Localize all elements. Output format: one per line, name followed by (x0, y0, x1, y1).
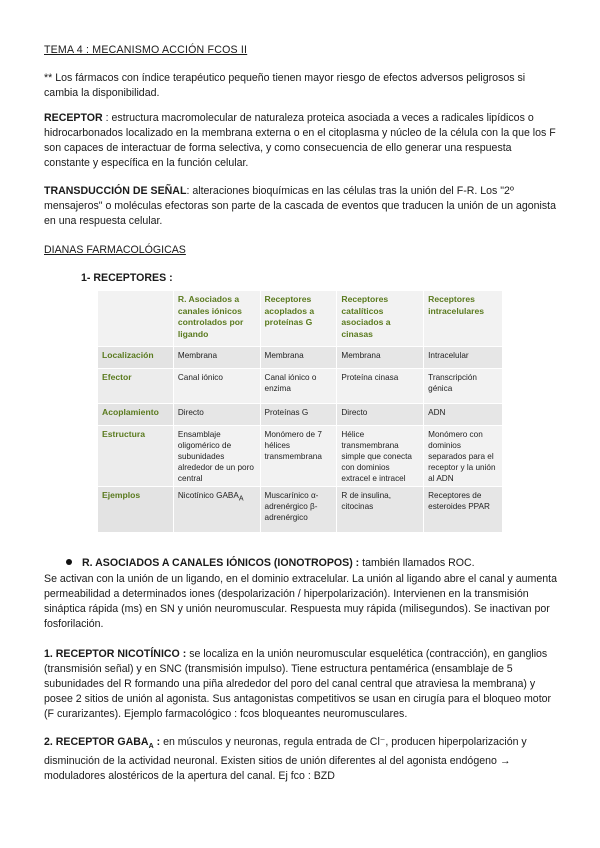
table-cell (173, 487, 260, 533)
page-title: TEMA 4 : MECANISMO ACCIÓN FCOS II (44, 44, 248, 56)
table-row (98, 426, 503, 487)
table-row-label: Localización (98, 347, 174, 369)
gaba-term-text: 2. RECEPTOR GABA (44, 736, 149, 748)
table-cell: Transcripción génica (424, 369, 503, 404)
table-cell: Membrana (173, 347, 260, 369)
transduccion-definition (44, 184, 560, 229)
table-cell: Intracelular (424, 347, 503, 369)
table-row-label: Estructura (98, 426, 174, 487)
table-cell: Membrana (260, 347, 337, 369)
gaba-paragraph (44, 735, 560, 784)
receptor-text: : estructura macromolecular de naturaleza proteica asociada a veces a radicales lipídicos o hidrocarbonados localizado en la membrana externa o en el citoplasma y núcleo de la célula con la que los F son capaces de interactuar de forma selectiva, y como consecuencia de ello generar una respuesta constante y específica en la función celular. (44, 112, 556, 169)
table-cell-text: Nicotínico GABA (177, 491, 239, 500)
receptor-definition (44, 111, 560, 171)
table-header-cell: Receptores catalíticos asociados a cinasas (337, 291, 424, 347)
receptor-comparison-table (97, 290, 503, 533)
table-header-cell: Receptores acoplados a proteínas G (260, 291, 337, 347)
table-cell: Muscarínico α-adrenérgico β-adrenérgico (260, 487, 337, 533)
table-cell: Monómero de 7 hélices transmembrana (260, 426, 337, 487)
dianas-heading: DIANAS FARMACOLÓGICAS (44, 244, 186, 256)
nicotinico-text: se localiza en la unión neuromuscular esquelética (contracción), en ganglios (transmisión señal) y en SNC (transmisión impulso). Tiene estructura pentamérica (ensamblaje de 5 subunidades del R formando una piña alrededor del poro del canal central que atraviesa la membrana) y posee 2 sitios de unión al agonista. Sus antagonistas competitivos se usan en cirugía para el bloqueo motor (F curarizantes). Ejemplo farmacológico : fcos bloqueantes neuromusculares. (44, 648, 552, 720)
ionotropos-body: Se activan con la unión de un ligando, en el dominio extracelular. La unión al ligando abre el canal y aumenta permeabilidad a determinados iones (despolarización / hiperpolarización). Intervienen en la transmisión sináptica rápida (ms) en SN y unión neuromuscular. Respuesta muy rápida (milisegundos). Se inactivan por fosforilación. (44, 573, 557, 630)
ionotropos-term: R. ASOCIADOS A CANALES IÓNICOS (IONOTROPOS) : (82, 557, 360, 569)
table-cell: Membrana (337, 347, 424, 369)
nicotinico-term: 1. RECEPTOR NICOTÍNICO : (44, 648, 187, 660)
gaba-term-sub: A (148, 743, 154, 751)
table-cell: Canal iónico o enzima (260, 369, 337, 404)
table-cell: Proteínas G (260, 404, 337, 426)
table-cell: R de insulina, citocinas (337, 487, 424, 533)
table-cell: Receptores de esteroides PPAR (424, 487, 503, 533)
table-cell: Canal iónico (173, 369, 260, 404)
ionotropos-text: también llamados ROC. (359, 557, 475, 569)
gaba-subscript: A (238, 495, 244, 503)
transduccion-text: : alteraciones bioquímicas en las células tras la unión del F-R. Los "2º mensajeros" o moléculas efectoras son parte de la cascada de eventos que traducen la unión de un agonista en una respuesta celular. (44, 185, 557, 227)
gaba-term (44, 736, 161, 751)
ionotropos-bullet (66, 557, 475, 569)
table-cell: Hélice transmembrana simple que conecta con dominios extracel e intracel (337, 426, 424, 487)
table-cell: Monómero con dominios separados para el receptor y la unión al ADN (424, 426, 503, 487)
table-row (98, 369, 503, 404)
table-cell: Directo (337, 404, 424, 426)
table-row (98, 487, 503, 533)
table-header-cell: R. Asociados a canales iónicos controlados por ligando (173, 291, 260, 347)
table-row (98, 404, 503, 426)
table-cell: ADN (424, 404, 503, 426)
table-row (98, 347, 503, 369)
table-cell: Proteína cinasa (337, 369, 424, 404)
table-row-label: Ejemplos (98, 487, 174, 533)
table-header-cell (98, 291, 174, 347)
table-cell: Directo (173, 404, 260, 426)
note-paragraph: ** Los fármacos con índice terapéutico pequeño tienen mayor riesgo de efectos adversos peligrosos si cambia la disponibilidad. (44, 72, 526, 99)
table-header-row (98, 291, 503, 347)
bullet-icon (66, 559, 72, 565)
nicotinico-paragraph (44, 647, 560, 722)
table-header-cell: Receptores intracelulares (424, 291, 503, 347)
receptores-heading: 1- RECEPTORES : (81, 272, 173, 284)
receptor-term: RECEPTOR (44, 112, 103, 124)
table-row-label: Acoplamiento (98, 404, 174, 426)
table-cell: Ensamblaje oligomérico de subunidades alrededor de un poro central (173, 426, 260, 487)
gaba-term-colon: : (153, 736, 161, 748)
transduccion-term: TRANSDUCCIÓN DE SEÑAL (44, 185, 187, 197)
table-row-label: Efector (98, 369, 174, 404)
gaba-text: en músculos y neuronas, regula entrada de Cl⁻, producen hiperpolarización y disminución de la actividad neuronal. Existen sitios de unión diferentes al del agonista endógeno → moduladores alostéricos de la apertura del canal. Ej fco : BZD (44, 736, 527, 783)
